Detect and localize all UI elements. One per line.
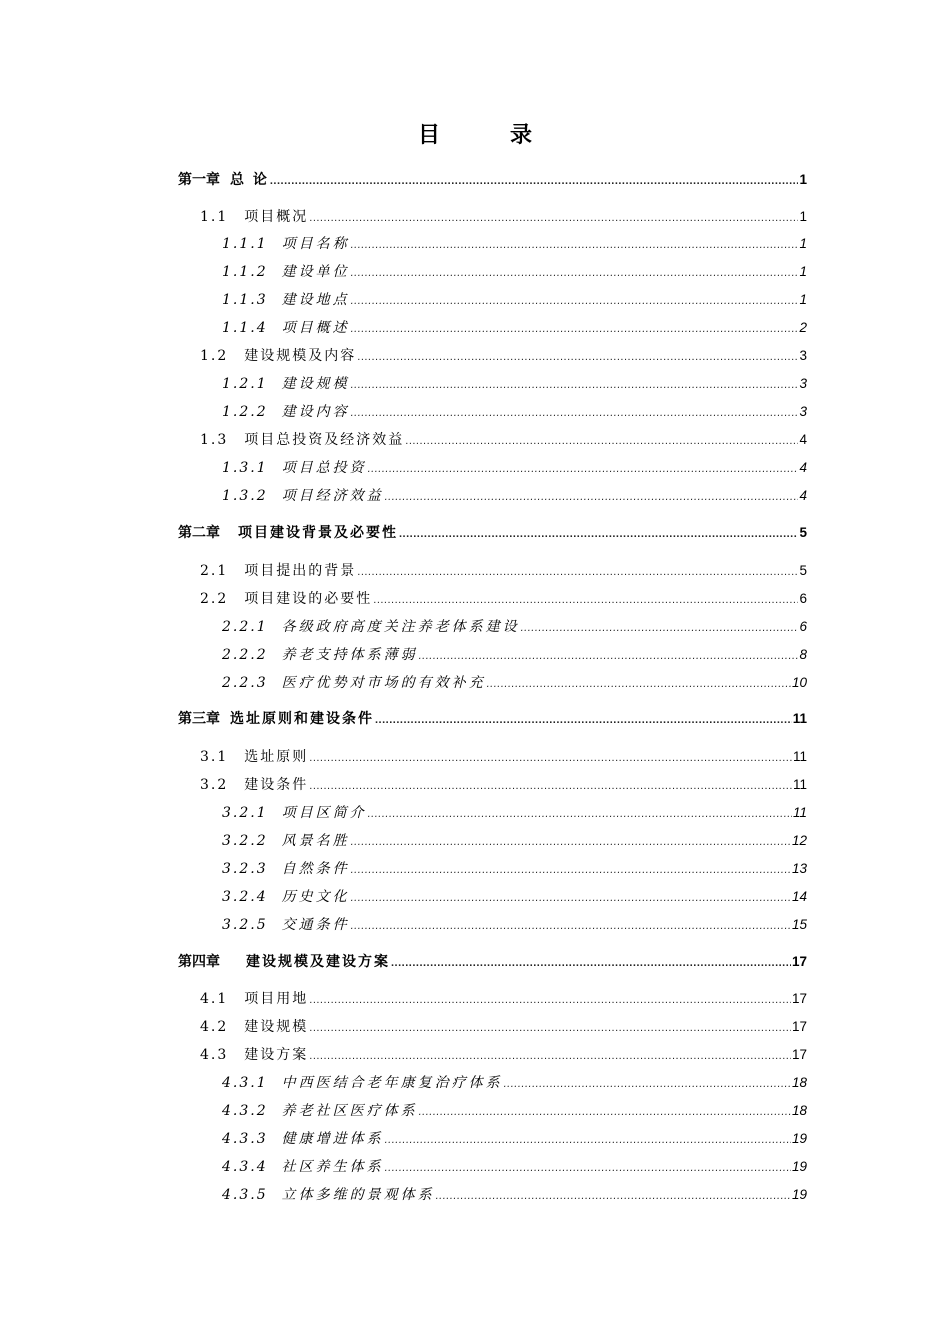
toc-entry-title: 总 论 (230, 172, 269, 188)
toc-leader-dots (399, 524, 798, 544)
toc-entry-title: 自然条件 (281, 861, 350, 877)
toc-entry-page-number: 1 (799, 264, 807, 279)
toc-entry-number: 1.1.4 (222, 320, 268, 336)
toc-entry-number: 4.2 (200, 1019, 229, 1035)
toc-entry-page-number: 4 (799, 432, 807, 447)
toc-entry-page-number: 6 (799, 619, 807, 634)
toc-entry[interactable] (222, 1129, 807, 1149)
toc-entry[interactable] (222, 458, 807, 478)
toc-entry-label (222, 290, 350, 310)
toc-entry-number: 3.1 (200, 749, 229, 765)
toc-entry-page-number: 3 (799, 376, 807, 391)
toc-entry-label (222, 486, 384, 506)
toc-entry-label (222, 617, 520, 637)
toc-entry-label (178, 952, 390, 972)
toc-entry-label (222, 915, 350, 935)
toc-entry[interactable] (222, 374, 807, 394)
toc-entry-label (222, 1185, 435, 1205)
toc-entry-label (222, 859, 350, 879)
toc-leader-dots (309, 748, 792, 768)
toc-entry-number: 第一章 (178, 172, 220, 188)
toc-entry-title: 立体多维的景观体系 (281, 1187, 435, 1203)
toc-entry-number: 3.2.5 (222, 917, 268, 933)
toc-entry[interactable] (222, 673, 807, 693)
toc-entry-page-number: 4 (799, 488, 807, 503)
toc-entry-label (200, 747, 308, 767)
toc-entry-label (178, 170, 269, 190)
toc-leader-dots (419, 646, 799, 666)
toc-leader-dots (351, 291, 799, 311)
toc-leader-dots (385, 1130, 791, 1150)
toc-leader-dots (309, 776, 792, 796)
toc-entry-page-number: 17 (791, 1019, 807, 1034)
toc-leader-dots (351, 832, 791, 852)
toc-entry[interactable] (222, 234, 807, 254)
toc-entry-number: 4.3.4 (222, 1159, 268, 1175)
toc-entry-title: 选址原则 (244, 749, 309, 765)
toc-entry[interactable] (222, 803, 807, 823)
toc-entry[interactable] (222, 486, 807, 506)
toc-entry-page-number: 18 (791, 1103, 807, 1118)
toc-leader-dots (385, 1158, 791, 1178)
toc-entry-page-number: 11 (792, 749, 807, 764)
toc-entry-number: 1.3.1 (222, 460, 268, 476)
toc-entry-number: 1.1.1 (222, 236, 268, 252)
toc-leader-dots (351, 888, 791, 908)
toc-entry[interactable] (222, 1101, 807, 1121)
toc-entry-title: 项目用地 (244, 991, 309, 1007)
toc-entry-page-number: 3 (799, 404, 807, 419)
toc-entry-page-number: 18 (791, 1075, 807, 1090)
toc-entry-label (200, 207, 308, 227)
toc-entry-title: 建设规模及内容 (244, 348, 357, 364)
toc-entry-page-number: 10 (791, 675, 807, 690)
toc-entry[interactable] (200, 561, 807, 581)
toc-entry-number: 4.3.2 (222, 1103, 268, 1119)
toc-entry-number: 3.2 (200, 777, 229, 793)
toc-entry[interactable] (222, 1185, 807, 1205)
toc-entry[interactable] (222, 1073, 807, 1093)
toc-entry-number: 1.1 (200, 209, 229, 225)
toc-entry-number: 2.1 (200, 563, 229, 579)
toc-entry[interactable] (222, 290, 807, 310)
toc-entry-number: 1.3.2 (222, 488, 268, 504)
toc-entry-page-number: 6 (799, 591, 807, 606)
toc-entry[interactable] (200, 346, 807, 366)
toc-entry-page-number: 17 (791, 991, 807, 1006)
toc-entry-title: 医疗优势对市场的有效补充 (281, 675, 486, 691)
toc-entry[interactable] (200, 430, 807, 450)
toc-leader-dots (487, 674, 791, 694)
toc-entry-label (178, 523, 398, 543)
toc-entry-page-number: 12 (791, 833, 807, 848)
toc-entry-label (222, 234, 350, 254)
toc-title: 目 录 (417, 122, 556, 148)
toc-entry-page-number: 14 (791, 889, 807, 904)
toc-entry-page-number: 3 (799, 348, 807, 363)
toc-entry[interactable] (222, 617, 807, 637)
toc-entry-number: 1.1.2 (222, 264, 268, 280)
toc-entry-page-number: 4 (799, 460, 807, 475)
toc-entry-label (222, 402, 350, 422)
toc-entry[interactable] (200, 1017, 807, 1037)
toc-entry-number: 4.1 (200, 991, 229, 1007)
toc-leader-dots (309, 990, 791, 1010)
toc-entry-label (222, 262, 350, 282)
toc-leader-dots (521, 618, 799, 638)
toc-entry-number: 4.3.3 (222, 1131, 268, 1147)
toc-entry[interactable] (200, 747, 807, 767)
toc-entry[interactable] (222, 915, 807, 935)
toc-entry-title: 建设规模 (281, 376, 350, 392)
toc-leader-dots (405, 431, 798, 451)
toc-entry-label (200, 561, 356, 581)
toc-entry-title: 项目总投资及经济效益 (244, 432, 405, 448)
toc-entry-title: 项目概述 (281, 320, 350, 336)
toc-leader-dots (436, 1186, 791, 1206)
toc-entry-title: 建设条件 (244, 777, 309, 793)
toc-entry-page-number: 5 (799, 525, 807, 540)
toc-entry-page-number: 17 (791, 954, 807, 969)
toc-entry-number: 1.3 (200, 432, 229, 448)
toc-entry[interactable] (178, 170, 807, 190)
toc-entry-label (222, 374, 350, 394)
toc-leader-dots (357, 347, 798, 367)
toc-entry-title: 建设规模及建设方案 (246, 954, 390, 970)
toc-entry-label (222, 673, 486, 693)
toc-leader-dots (351, 375, 799, 395)
toc-entry-page-number: 11 (792, 777, 807, 792)
toc-entry[interactable] (222, 318, 807, 338)
toc-entry-title: 风景名胜 (281, 833, 350, 849)
toc-entry-page-number: 8 (799, 647, 807, 662)
toc-leader-dots (368, 459, 799, 479)
toc-entry-title: 项目概况 (244, 209, 309, 225)
toc-entry[interactable] (222, 1157, 807, 1177)
toc-entry-number: 第二章 (178, 525, 220, 541)
toc-leader-dots (391, 953, 791, 973)
toc-entry[interactable] (178, 952, 807, 972)
toc-entry-number: 1.2.2 (222, 404, 268, 420)
toc-entry[interactable] (200, 207, 807, 227)
toc-leader-dots (309, 1018, 791, 1038)
toc-entry-title: 选址原则和建设条件 (230, 711, 374, 727)
toc-entry-number: 2.2.3 (222, 675, 268, 691)
toc-entry-number: 4.3.5 (222, 1187, 268, 1203)
toc-entry-number: 第三章 (178, 711, 220, 727)
toc-entry-page-number: 19 (791, 1159, 807, 1174)
toc-entry-number: 2.2.2 (222, 647, 268, 663)
toc-entry-title: 各级政府高度关注养老体系建设 (281, 619, 520, 635)
toc-entry-number: 第四章 (178, 954, 220, 970)
toc-entry-title: 项目建设的必要性 (244, 591, 373, 607)
toc-entry-label (200, 430, 404, 450)
toc-entry[interactable] (222, 831, 807, 851)
toc-entry-title: 建设单位 (281, 264, 350, 280)
toc-leader-dots (309, 208, 798, 228)
toc-entry-label (200, 1017, 308, 1037)
toc-entry[interactable] (200, 1045, 807, 1065)
toc-entry-label (200, 775, 308, 795)
toc-entry[interactable] (200, 989, 807, 1009)
toc-entry[interactable] (222, 402, 807, 422)
toc-entry-title: 社区养生体系 (281, 1159, 384, 1175)
toc-entry-page-number: 1 (799, 236, 807, 251)
toc-entry-page-number: 11 (792, 711, 807, 726)
toc-entry-number: 2.2.1 (222, 619, 268, 635)
toc-entry-title: 项目总投资 (281, 460, 367, 476)
toc-entry[interactable] (222, 645, 807, 665)
toc-entry-label (222, 1073, 503, 1093)
toc-entry-title: 建设规模 (244, 1019, 309, 1035)
toc-entry-number: 2.2 (200, 591, 229, 607)
toc-entry-number: 1.1.3 (222, 292, 268, 308)
toc-entry-page-number: 2 (799, 320, 807, 335)
toc-entry-page-number: 11 (792, 805, 807, 820)
toc-entry-label (178, 709, 374, 729)
toc-entry-title: 健康增进体系 (281, 1131, 384, 1147)
toc-leader-dots (309, 1046, 791, 1066)
toc-entry-title: 中西医结合老年康复治疗体系 (281, 1075, 503, 1091)
toc-leader-dots (504, 1074, 791, 1094)
toc-entry-label (200, 346, 356, 366)
toc-entry[interactable] (178, 709, 807, 729)
toc-entry-number: 1.2.1 (222, 376, 268, 392)
toc-entry[interactable] (222, 262, 807, 282)
toc-leader-dots (351, 403, 799, 423)
toc-entry-label (222, 831, 350, 851)
toc-entry-title: 建设方案 (244, 1047, 309, 1063)
toc-leader-dots (351, 860, 791, 880)
toc-leader-dots (351, 235, 799, 255)
toc-entry[interactable] (200, 775, 807, 795)
toc-entry-title: 养老社区医疗体系 (281, 1103, 418, 1119)
toc-entry[interactable] (222, 859, 807, 879)
toc-entry-page-number: 15 (791, 917, 807, 932)
toc-entry-label (222, 318, 350, 338)
toc-entry-page-number: 5 (799, 563, 807, 578)
toc-leader-dots (351, 319, 799, 339)
toc-entry-number: 3.2.1 (222, 805, 268, 821)
toc-entry[interactable] (178, 523, 807, 543)
toc-entry-label (200, 989, 308, 1009)
toc-entry-page-number: 13 (791, 861, 807, 876)
toc-entry-label (200, 589, 372, 609)
toc-entry-page-number: 1 (799, 172, 807, 187)
toc-entry-label (222, 645, 418, 665)
toc-leader-dots (351, 916, 791, 936)
toc-entry-page-number: 1 (799, 292, 807, 307)
toc-entry-label (222, 887, 350, 907)
toc-leader-dots (385, 487, 799, 507)
toc-entry-title: 项目经济效益 (281, 488, 384, 504)
toc-leader-dots (375, 710, 792, 730)
toc-entry-label (222, 1157, 384, 1177)
toc-entry-number: 3.2.4 (222, 889, 268, 905)
toc-entry-number: 4.3 (200, 1047, 229, 1063)
toc-entry-page-number: 19 (791, 1187, 807, 1202)
toc-entry-title: 项目提出的背景 (244, 563, 357, 579)
toc-entry-label (222, 803, 367, 823)
toc-entry-title: 项目名称 (281, 236, 350, 252)
toc-entry-number: 1.2 (200, 348, 229, 364)
toc-entry-title: 交通条件 (281, 917, 350, 933)
toc-entry-title: 建设地点 (281, 292, 350, 308)
toc-entry-label (222, 1129, 384, 1149)
toc-entry-label (222, 1101, 418, 1121)
toc-entry-number: 4.3.1 (222, 1075, 268, 1091)
toc-entry[interactable] (200, 589, 807, 609)
toc-entry-page-number: 17 (791, 1047, 807, 1062)
toc-entry-number: 3.2.3 (222, 861, 268, 877)
toc-leader-dots (357, 562, 798, 582)
toc-leader-dots (351, 263, 799, 283)
toc-entry-page-number: 1 (799, 209, 807, 224)
toc-entry-title: 历史文化 (281, 889, 350, 905)
toc-entry-title: 养老支持体系薄弱 (281, 647, 418, 663)
toc-leader-dots (419, 1102, 791, 1122)
toc-entry[interactable] (222, 887, 807, 907)
toc-entry-label (222, 458, 367, 478)
toc-leader-dots (373, 590, 798, 610)
toc-entry-page-number: 19 (791, 1131, 807, 1146)
toc-entry-title: 项目区简介 (281, 805, 367, 821)
toc-entry-title: 建设内容 (281, 404, 350, 420)
toc-entry-number: 3.2.2 (222, 833, 268, 849)
toc-leader-dots (368, 804, 792, 824)
toc-entry-label (200, 1045, 308, 1065)
toc-entry-title: 项目建设背景及必要性 (238, 525, 398, 541)
toc-leader-dots (270, 171, 799, 191)
